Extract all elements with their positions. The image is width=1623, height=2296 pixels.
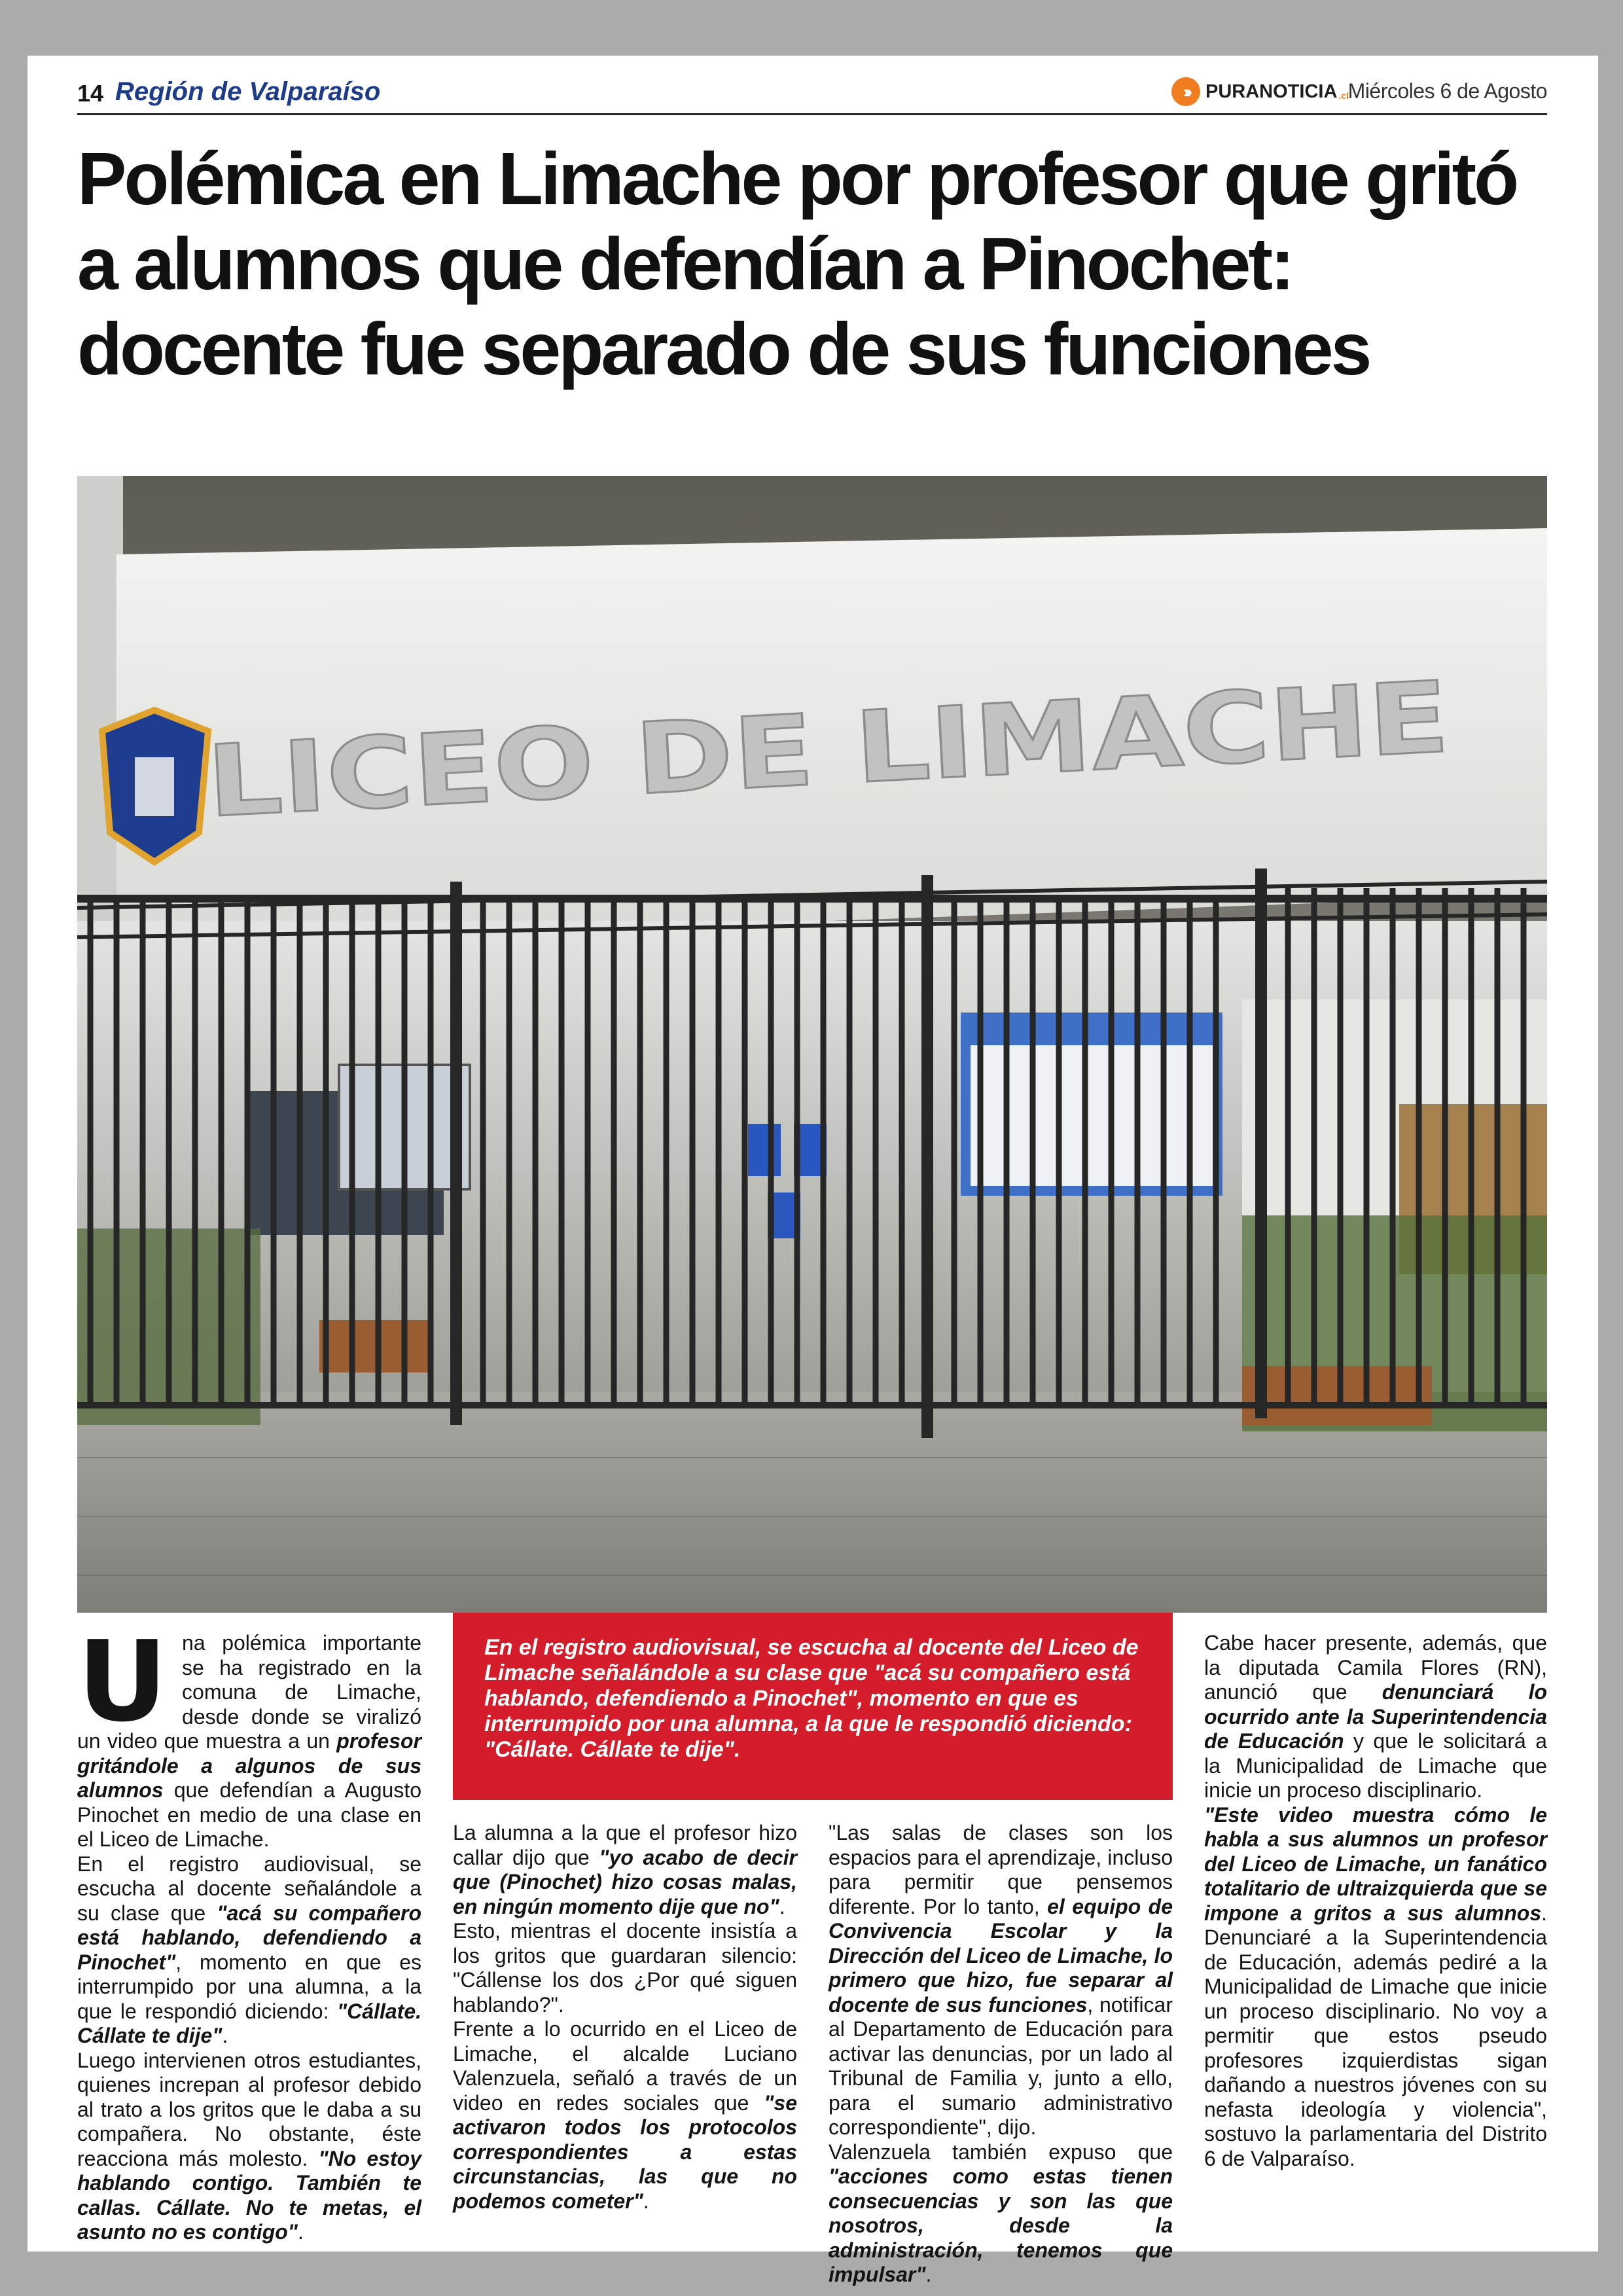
header-divider (77, 113, 1547, 115)
text-run: y que le solicitará a la Municipalidad de Limache que inicie un proceso disciplinario. (1204, 1729, 1548, 1802)
publication-logo (1171, 77, 1349, 107)
emphasis: "yo acabo de decir que (Pinochet) hizo cosas malas, en ningún momento dije que no" (453, 1845, 797, 1918)
school-sign: LICEO DE LIMACHE (204, 672, 1241, 840)
emphasis: el equipo de Convivencia Escolar y la Dirección del Liceo de Limache, lo primero que hizo, fue separar al docente de sus funciones (829, 1894, 1173, 2017)
headline: Polémica en Limache por profesor que gritó a alumnos que defendían a Pinochet: docente fue separado de sus funciones (77, 137, 1517, 390)
issue-date: Miércoles 6 de Agosto (1347, 79, 1547, 103)
text-run: que defendían a Augusto Pinochet en medio de una clase en el Liceo de Limache. (77, 1778, 421, 1851)
text-run: "Las salas de clases son los espacios para el aprendizaje, incluso para permitir que pensemos diferente. Por lo tanto, (829, 1821, 1173, 1918)
logo-text: PURANOTICIA (1205, 81, 1338, 102)
chevrons-icon: ››› (1171, 77, 1200, 106)
paragraph (77, 1852, 421, 2049)
article-column-4 (1204, 1631, 1547, 2171)
paragraph (829, 2140, 1173, 2287)
text-run: na polémica importante se ha registrado en la comuna de Limache, desde donde se viralizó un video que muestra a un (77, 1631, 421, 1753)
text-run: . (297, 2220, 304, 2244)
paragraph (829, 1821, 1173, 2140)
text-run: . (779, 1894, 785, 1918)
article-photo (77, 476, 1547, 1613)
emphasis: "se activaron todos los protocolos correspondientes a estas circunstancias, las que no podemos cometer" (453, 2090, 797, 2213)
paragraph (1204, 1803, 1547, 2172)
text-run: En el registro audiovisual, se escucha al docente señalándole a su clase que (77, 1852, 421, 1925)
article-column-1 (77, 1617, 422, 2245)
emphasis: "acá su compañero está hablando, defendiendo a Pinochet" (77, 1901, 422, 1974)
pull-quote: En el registro audiovisual, se escucha al docente del Liceo de Limache señalándole a su clase que "acá su compañero está hablando, defendiendo a Pinochet", momento en que es interrumpido por una alumna, a la que le respondió diciendo: "Cállate. Cállate te dije". (453, 1613, 1173, 1800)
paragraph (453, 1821, 797, 1919)
article-column-2 (453, 1821, 797, 2214)
emphasis: "acciones como estas tienen consecuencias y son las que nosotros, desde la administración, tenemos que impulsar" (829, 2164, 1173, 2286)
emphasis: "Cállate. Cállate te dije" (77, 1999, 421, 2047)
paragraph (1204, 1631, 1547, 1803)
drop-cap: U (77, 1617, 168, 1747)
paragraph: Esto, mientras el docente insistía a los gritos que guardaran silencio: "Cállense los dos ¿Por qué siguen hablando?". (453, 1919, 797, 2017)
page-number: 14 (77, 80, 104, 107)
paragraph (453, 2017, 797, 2214)
text-run: Cabe hacer presente, además, que la diputada Camila Flores (RN), anunció que (1204, 1631, 1547, 1704)
text-run: Luego intervienen otros estudiantes, quienes increpan al profesor debido al trato a los gritos que le daba a su compañera. No obstante, éste reacciona más molesto. (77, 2048, 421, 2170)
section-title: Región de Valparaíso (115, 77, 381, 106)
text-run: , momento en que es interrumpido por una alumna, a la que le respondió diciendo: (77, 1950, 421, 2023)
text-run: . (925, 2263, 932, 2286)
text-run: , notificar al Departamento de Educación para activar las denuncias, por un lado al Tribunal de Familia y, junto a ello, para el sumario administrativo correspondiente", dijo. (829, 1992, 1173, 2139)
text-run: Frente a lo ocurrido en el Liceo de Limache, el alcalde Luciano Valenzuela, señaló a través de un video en redes sociales que (453, 2017, 797, 2115)
emphasis: "No estoy hablando contigo. También te callas. Cállate. No te metas, el asunto no es contigo" (77, 2146, 421, 2244)
logo-tld: .cl (1338, 90, 1349, 101)
emphasis: "Este video muestra cómo le habla a sus alumnos un profesor del Liceo de Limache, un fanático totalitario de ultraizquierda que se impone a gritos a sus alumnos (1204, 1803, 1547, 1925)
text-run: La alumna a la que el profesor hizo callar dijo que (453, 1821, 797, 1869)
article-column-3 (829, 1821, 1173, 2287)
paragraph (77, 2049, 421, 2245)
emphasis: denunciará lo ocurrido ante la Superintendencia de Educación (1204, 1680, 1548, 1753)
text-run: Valenzuela también expuso que (829, 2140, 1173, 2164)
text-run: . (643, 2189, 649, 2213)
text-run: . Denunciaré a la Superintendencia de Educación, además pediré a la Municipalidad de Limache que inicie un proceso disciplinario. No voy a permitir que estos pseudo profesores izquierdistas sigan dañando a nuestros jóvenes con su nefasta ideología y violencia", sostuvo la parlamentaria del Distrito 6 de Valparaíso. (1204, 1901, 1547, 2170)
text-run: . (222, 2024, 228, 2047)
emphasis: profesor gritándole a algunos de sus alumnos (77, 1729, 421, 1802)
